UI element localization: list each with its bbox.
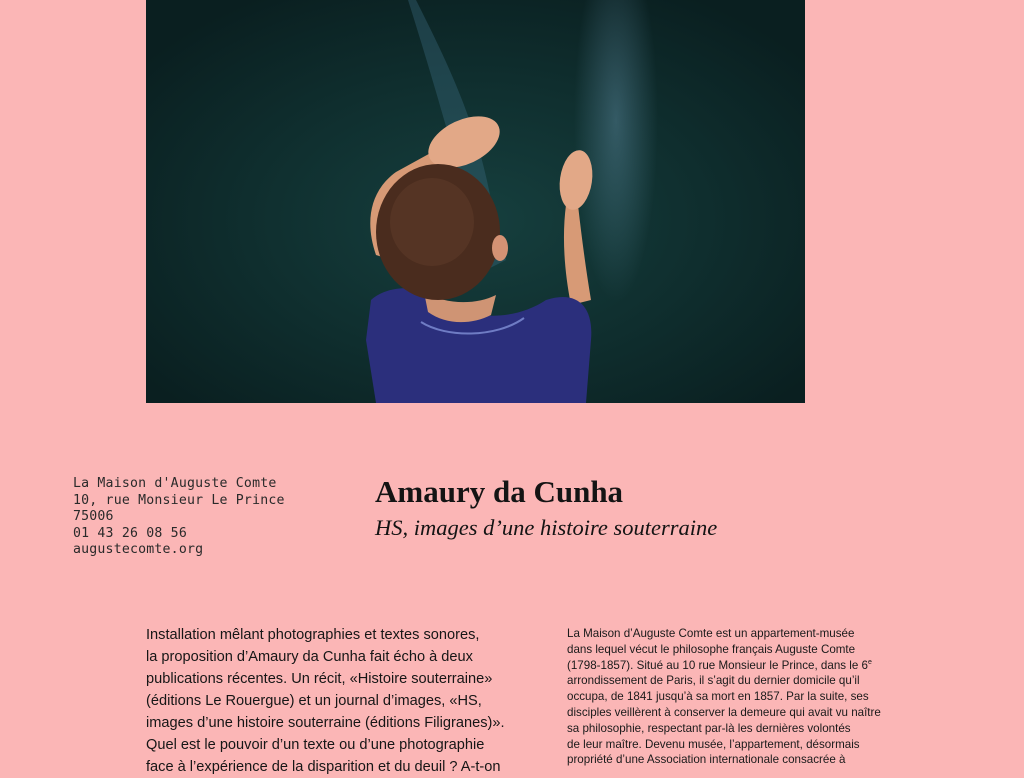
museum-line: La Maison d’Auguste Comte est un appartement-musée: [567, 627, 855, 640]
description-line: Installation mêlant photographies et textes sonores,: [146, 627, 480, 643]
venue-phone: 01 43 26 08 56: [73, 525, 187, 541]
description-line: images d’une histoire souterraine (éditions Filigranes)».: [146, 715, 505, 731]
description-line: face à l’expérience de la disparition et du deuil ? A-t-on: [146, 759, 501, 775]
venue-street: 10, rue Monsieur Le Prince: [73, 492, 285, 508]
description-column: [146, 624, 546, 778]
exhibition-title: HS, images d’une histoire souterraine: [375, 515, 718, 540]
museum-line: propriété d’une Association internationale consacrée à: [567, 753, 846, 767]
venue-postcode: 75006: [73, 509, 114, 524]
museum-line: arrondissement de Paris, il s’agit du dernier domicile qu’il: [567, 674, 860, 688]
boy-reaching-wall-illustration: [146, 0, 805, 403]
description-line: (éditions Le Rouergue) et un journal d’images, «HS,: [146, 693, 482, 709]
museum-line: disciples veillèrent à conserver la demeure qui avait vu naître: [567, 705, 881, 719]
museum-line: [567, 658, 927, 674]
description-line: la proposition d’Amaury da Cunha fait écho à deux: [146, 649, 473, 665]
museum-line: de leur maître. Devenu musée, l’appartement, désormais: [567, 737, 860, 751]
description-line: Quel est le pouvoir d’un texte ou d’une photographie: [146, 737, 485, 753]
museum-line: sa philosophie, respectant par-là les dernières volontés: [567, 721, 851, 735]
venue-name: La Maison d'Auguste Comte: [73, 476, 277, 491]
exhibition-photo: [146, 0, 805, 403]
ordinal-superscript: e: [867, 658, 872, 666]
museum-line: dans lequel vécut le philosophe français Auguste Comte: [567, 642, 856, 656]
venue-website[interactable]: augustecomte.org: [73, 542, 204, 557]
description-line: publications récentes. Un récit, «Histoire souterraine»: [146, 671, 493, 687]
artist-name: Amaury da Cunha: [375, 474, 624, 509]
venue-info: [73, 476, 285, 559]
museum-line: occupa, de 1841 jusqu’à sa mort en 1857. Par la suite, ses: [567, 690, 869, 704]
museum-info-column: [567, 626, 927, 768]
museum-line-text: (1798-1857). Situé au 10 rue Monsieur le Prince, dans le 6: [567, 658, 868, 672]
